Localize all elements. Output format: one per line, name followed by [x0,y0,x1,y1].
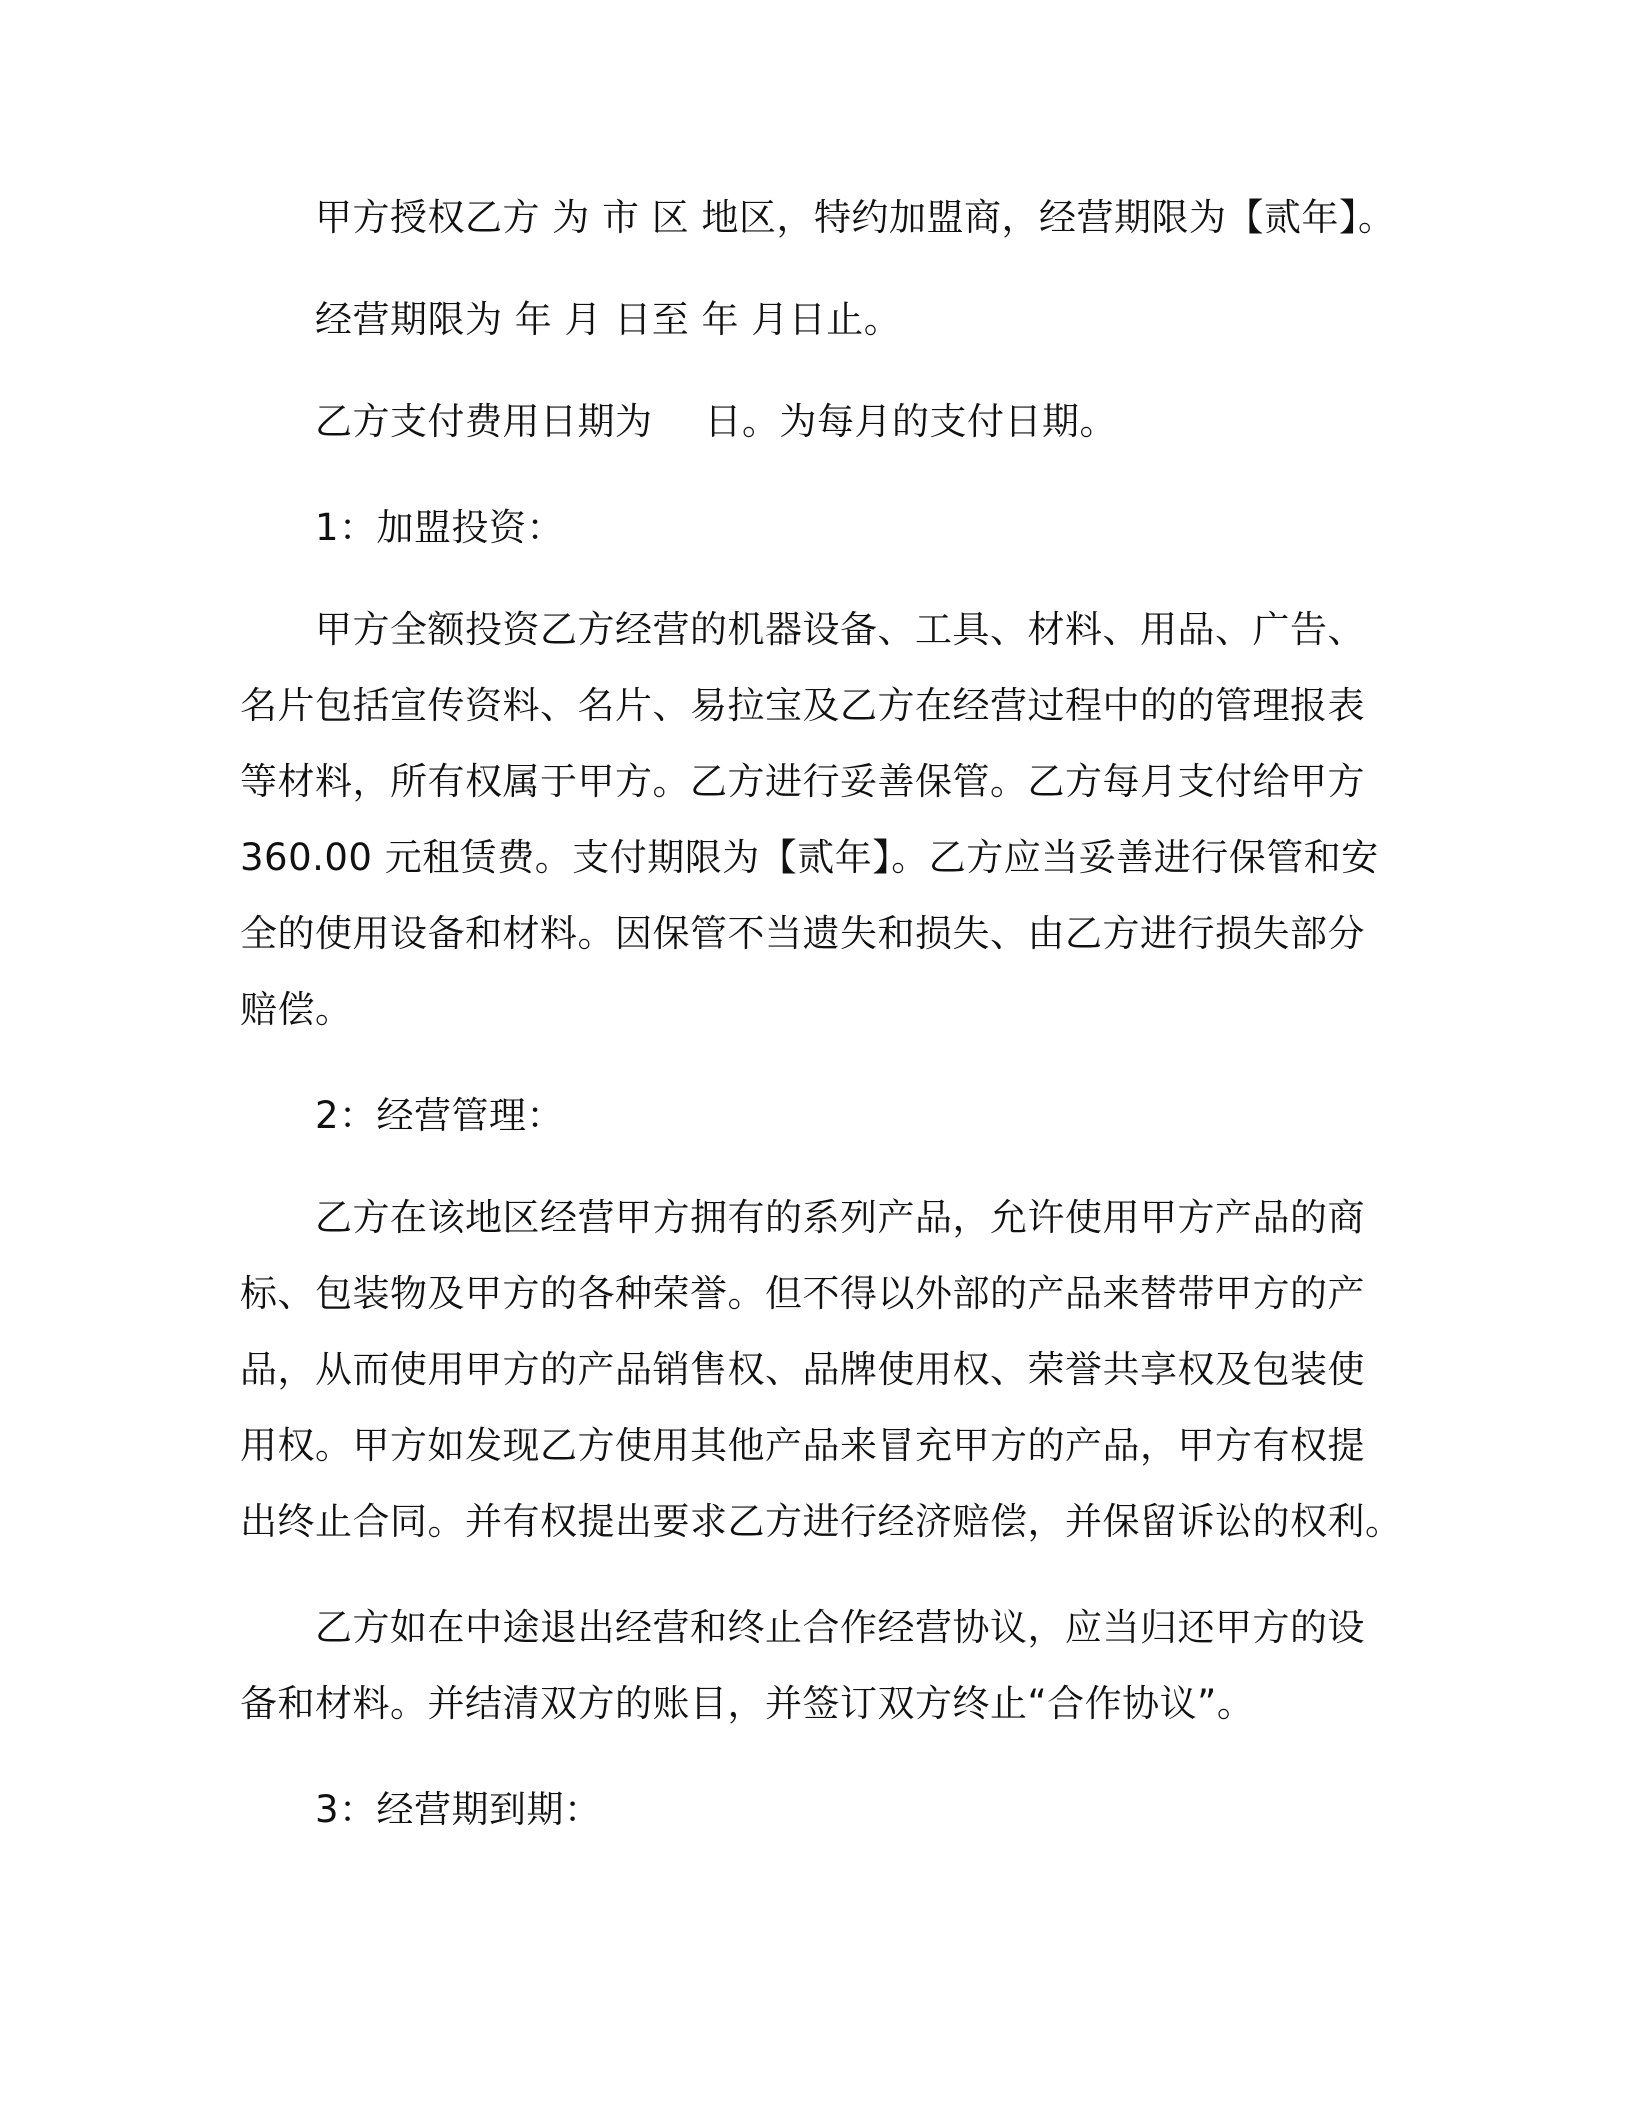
paragraph-investment-line-5: 全的使用设备和材料。因保管不当遗失和损失、由乙方进行损失部分 [240,912,1365,955]
paragraph-term-dates: 经营期限为 年 月 日至 年 月日止。 [315,298,902,341]
paragraph-investment-line-3: 等材料，所有权属于甲方。乙方进行妥善保管。乙方每月支付给甲方 [240,760,1365,803]
paragraph-investment-line-1: 甲方全额投资乙方经营的机器设备、工具、材料、用品、广告、 [315,608,1365,651]
paragraph-management-line-3: 品，从而使用甲方的产品销售权、品牌使用权、荣誉共享权及包装使 [240,1348,1365,1391]
payment-date-suffix: 日。为每月的支付日期。 [704,400,1117,443]
paragraph-exit-line-1: 乙方如在中途退出经营和终止合作经营协议，应当归还甲方的设 [315,1606,1365,1649]
paragraph-management-line-4: 用权。甲方如发现乙方使用其他产品来冒充甲方的产品，甲方有权提 [240,1424,1365,1467]
paragraph-investment-line-2: 名片包括宣传资料、名片、易拉宝及乙方在经营过程中的的管理报表 [240,684,1365,727]
paragraph-investment-line-6: 赔偿。 [240,988,353,1031]
paragraph-management-line-5: 出终止合同。并有权提出要求乙方进行经济赔偿，并保留诉讼的权利。 [240,1500,1403,1543]
paragraph-authorization: 甲方授权乙方 为 市 区 地区，特约加盟商，经营期限为【贰年】。 [315,196,1396,239]
paragraph-investment-line-4: 360.00 元租赁费。支付期限为【贰年】。乙方应当妥善进行保管和安 [240,836,1379,879]
heading-franchise-investment: 1：加盟投资： [315,506,565,549]
payment-date-prefix: 乙方支付费用日期为 [315,400,653,443]
paragraph-management-line-2: 标、包装物及甲方的各种荣誉。但不得以外部的产品来替带甲方的产 [240,1272,1365,1315]
heading-business-management: 2：经营管理： [315,1094,565,1137]
paragraph-management-line-1: 乙方在该地区经营甲方拥有的系列产品，允许使用甲方产品的商 [315,1196,1365,1239]
paragraph-exit-line-2: 备和材料。并结清双方的账目，并签订双方终止“合作协议”。 [240,1682,1255,1725]
paragraph-payment-date [315,383,1117,461]
heading-term-expiry: 3：经营期到期： [315,1788,602,1831]
